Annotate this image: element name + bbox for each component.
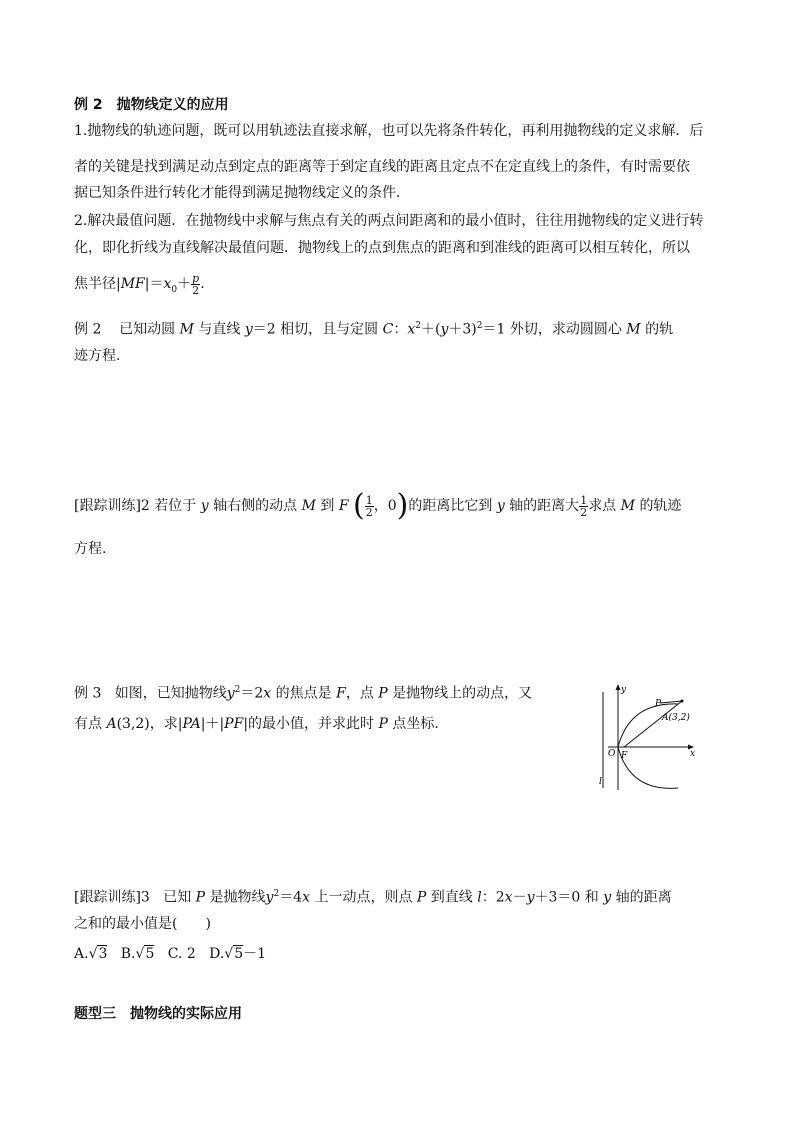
segment-pa — [660, 701, 682, 703]
focus-label: F — [621, 751, 628, 761]
point-a-label: A(3,2) — [662, 713, 690, 723]
segment-af — [624, 701, 682, 747]
parabola-figure — [590, 680, 700, 795]
section-heading-type3: 题型三 抛物线的实际应用 — [74, 1006, 242, 1022]
focal-radius-formula: 焦半径$|MF|=x_0+$ $\frac{p}{2}$ . — [74, 271, 205, 297]
training-3-line2: 之和的最小值是( ) — [74, 916, 211, 932]
example-2-line2: 迹方程. — [74, 348, 121, 364]
x-axis-label: x — [690, 749, 696, 759]
y-axis-arrow — [616, 684, 621, 690]
origin-label: O — [608, 749, 616, 759]
paragraph-line: 2.解决最值问题．在抛物线中求解与焦点有关的两点间距离和的最小值时，往往用抛物线的定义进行转 — [74, 213, 704, 229]
point-a-dot — [681, 700, 684, 703]
paragraph-line: 1.抛物线的轨迹问题，既可以用轨迹法直接求解，也可以先将条件转化，再利用抛物线的定义求解．后 — [74, 123, 704, 139]
point-p-label: P — [655, 699, 662, 709]
example-3-line2: 有点 A(3,2)，求|PA|＋|PF|的最小值，并求此时 P 点坐标. — [74, 716, 439, 732]
example-3-problem: 例 3 如图，已知抛物线$y^2=2x$ 的焦点是 F，点 P 是抛物线上的动点，又 — [74, 685, 533, 702]
directrix-label: l — [599, 777, 602, 787]
example-2-problem: 例 2 已知动圆 M 与直线 y＝2 相切，且与定圆 C：$x^2+(y+3)^2=1$ 外切，求动圆圆心 M 的轨 — [74, 321, 674, 338]
fraction-p-over-2: $\frac{p}{2}$ — [192, 271, 200, 297]
answer-options: A.√3 B.√5 C. 2 D.√5－1 — [74, 946, 267, 962]
paragraph-line: 化，即化折线为直线解决最值问题．抛物线上的点到焦点的距离和到准线的距离可以相互转化，所以 — [74, 240, 690, 256]
training-2-line2: 方程. — [74, 541, 107, 557]
paragraph-line: 者的关键是找到满足动点到定点的距离等于到定直线的距离且定点不在定直线上的条件，有时需要依 — [74, 159, 690, 175]
section-heading: 例 2 抛物线定义的应用 — [74, 97, 229, 113]
training-2-problem: [跟踪训练]2 若位于 y 轴右侧的动点 M 到 F ( $\frac{1}{2}$ ，0)的距离比它到 y 轴的距离大 $\frac{1}{2}$ 求点 M 的轨迹 — [74, 488, 682, 523]
training-3-problem: [跟踪训练]3 已知 P 是抛物线$y^2=4x$ 上一动点，则点 P 到直线 l：2x－y＋3＝0 和 y 轴的距离 — [74, 889, 672, 906]
y-axis-label: y — [621, 685, 627, 695]
paragraph-line: 据已知条件进行转化才能得到满足抛物线定义的条件． — [74, 185, 410, 201]
